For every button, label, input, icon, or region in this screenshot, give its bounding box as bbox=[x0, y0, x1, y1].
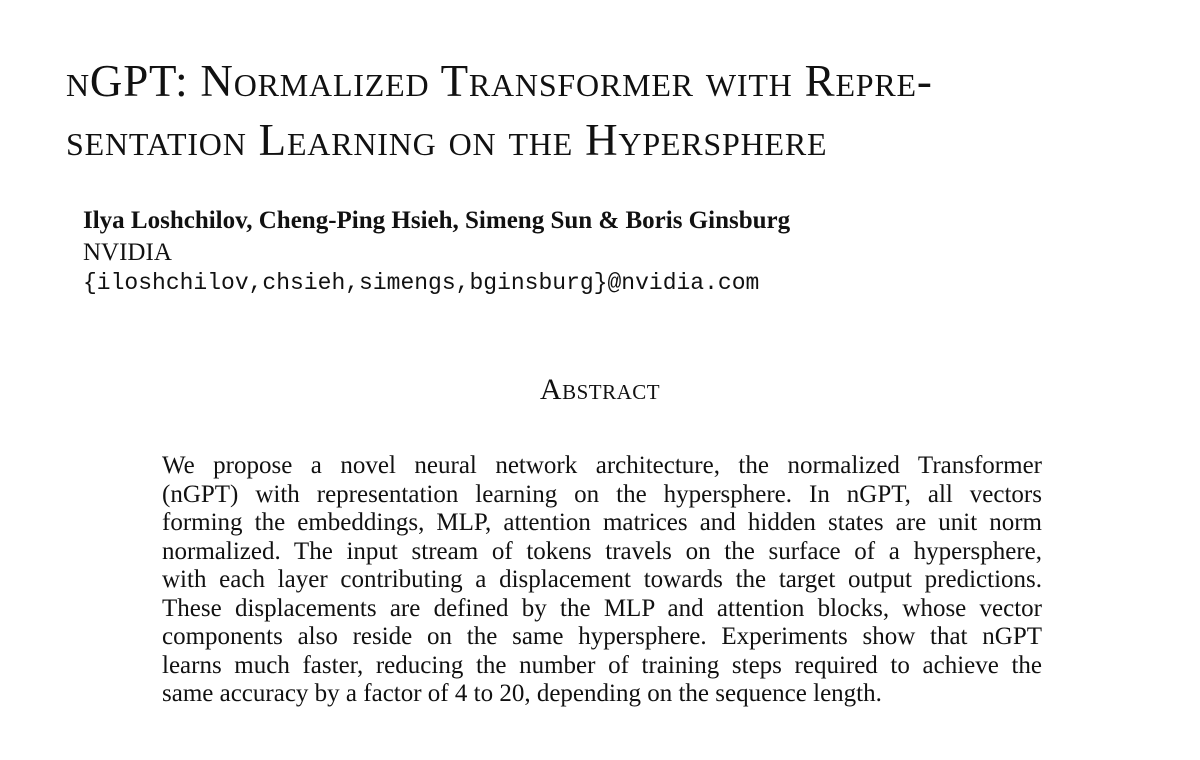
abstract-line: These displacements are defined by the MLP and attention blocks, whose vector bbox=[162, 594, 1042, 622]
paper-title bbox=[66, 52, 1166, 170]
paper-title-line: nGPT: Normalized Transformer with Repre- bbox=[66, 56, 933, 106]
abstract-line: with each layer contributing a displacement towards the target output predictions. bbox=[162, 566, 1042, 593]
abstract-line: components also reside on the same hypersphere. Experiments show that nGPT bbox=[162, 623, 1042, 650]
abstract-body bbox=[162, 452, 1042, 709]
author-emails: {iloshchilov,chsieh,simengs,bginsburg}@nvidia.com bbox=[83, 270, 760, 296]
affiliation: NVIDIA bbox=[83, 239, 172, 266]
abstract-line: (nGPT) with representation learning on the hypersphere. In nGPT, all vectors bbox=[162, 480, 1042, 508]
author-list: Ilya Loshchilov, Cheng-Ping Hsieh, Simeng Sun & Boris Ginsburg bbox=[83, 207, 791, 234]
abstract-line: normalized. The input stream of tokens travels on the surface of a hypersphere, bbox=[162, 537, 1042, 565]
abstract-line: forming the embeddings, MLP, attention matrices and hidden states are unit norm bbox=[162, 509, 1042, 536]
abstract-heading: Abstract bbox=[539, 373, 661, 406]
abstract-line: learns much faster, reducing the number of training steps required to achieve the bbox=[162, 651, 1042, 679]
abstract-line: same accuracy by a factor of 4 to 20, depending on the sequence length. bbox=[162, 680, 882, 707]
abstract-line: We propose a novel neural network architecture, the normalized Transformer bbox=[162, 452, 1042, 479]
paper-title-line: sentation Learning on the Hypersphere bbox=[66, 115, 828, 165]
